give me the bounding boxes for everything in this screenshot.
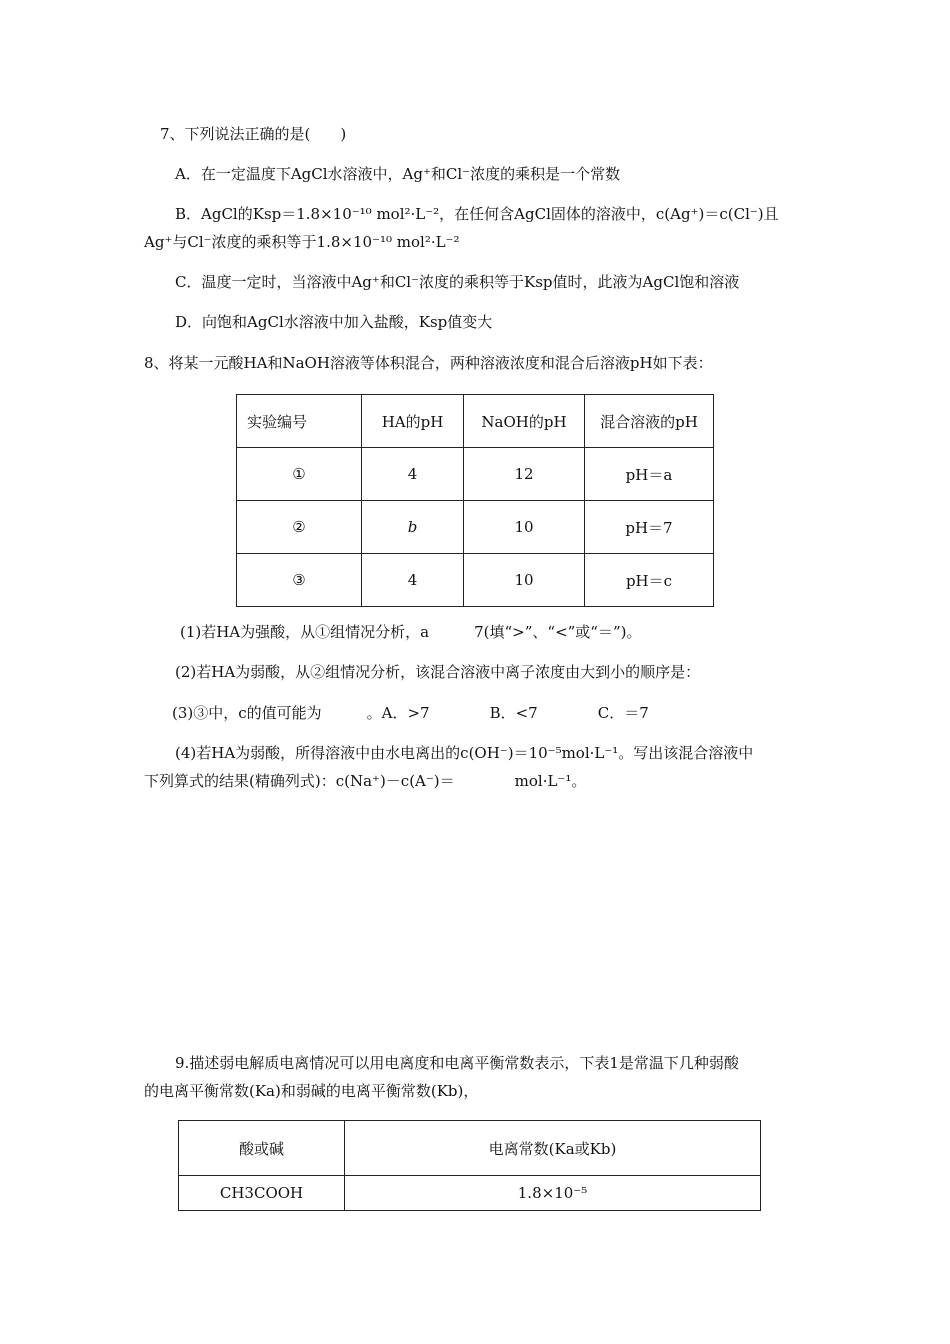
table-cell: 10 bbox=[464, 501, 585, 554]
table-header-row bbox=[179, 1121, 761, 1176]
header-cell: 实验编号 bbox=[237, 395, 362, 448]
q7-option-a: A．在一定温度下AgCl水溶液中，Ag⁺和Cl⁻浓度的乘积是一个常数 bbox=[175, 165, 621, 183]
table-cell: pH＝c bbox=[585, 554, 714, 607]
q8-stem: 8、将某一元酸HA和NaOH溶液等体积混合，两种溶液浓度和混合后溶液pH如下表： bbox=[144, 354, 713, 372]
table-cell: 4 bbox=[362, 554, 464, 607]
table-cell: ③ bbox=[237, 554, 362, 607]
q8-sub4-line1: (4)若HA为弱酸，所得溶液中由水电离出的c(OH⁻)＝10⁻⁵mol·L⁻¹。写出该混合溶液中 bbox=[175, 744, 754, 762]
table-cell: ② bbox=[237, 501, 362, 554]
q8-sub4-line2: 下列算式的结果(精确列式)：c(Na⁺)－c(A⁻)＝ mol·L⁻¹。 bbox=[144, 772, 587, 790]
q7-option-b-line1: B．AgCl的Ksp＝1.8×10⁻¹⁰ mol²·L⁻²，在任何含AgCl固体的溶液中，c(Ag⁺)＝c(Cl⁻)且 bbox=[175, 205, 779, 223]
table-row bbox=[237, 501, 714, 554]
q9-table bbox=[178, 1120, 761, 1211]
table-cell: 4 bbox=[362, 448, 464, 501]
table-header-row bbox=[237, 395, 714, 448]
table-cell: 12 bbox=[464, 448, 585, 501]
q8-sub1: (1)若HA为强酸，从①组情况分析，a 7(填“>”、“<”或“＝”)。 bbox=[180, 623, 642, 641]
table-row bbox=[237, 554, 714, 607]
table-cell: b bbox=[362, 501, 464, 554]
q8-sub2: (2)若HA为弱酸，从②组情况分析，该混合溶液中离子浓度由大到小的顺序是： bbox=[175, 663, 701, 681]
table-cell: pH＝a bbox=[585, 448, 714, 501]
table-cell: pH＝7 bbox=[585, 501, 714, 554]
table-row bbox=[237, 448, 714, 501]
table-row bbox=[179, 1176, 761, 1211]
header-cell: 混合溶液的pH bbox=[585, 395, 714, 448]
q7-option-c: C．温度一定时，当溶液中Ag⁺和Cl⁻浓度的乘积等于Ksp值时，此液为AgCl饱和溶液 bbox=[175, 273, 740, 291]
header-cell: 酸或碱 bbox=[179, 1121, 345, 1176]
header-cell: HA的pH bbox=[362, 395, 464, 448]
table-cell: ① bbox=[237, 448, 362, 501]
table-cell: 10 bbox=[464, 554, 585, 607]
q9-stem-line2: 的电离平衡常数(Ka)和弱碱的电离平衡常数(Kb)， bbox=[144, 1082, 479, 1100]
q8-table bbox=[236, 394, 714, 607]
table-cell: CH3COOH bbox=[179, 1176, 345, 1211]
header-cell: 电离常数(Ka或Kb) bbox=[345, 1121, 761, 1176]
q7-option-b-line2: Ag⁺与Cl⁻浓度的乘积等于1.8×10⁻¹⁰ mol²·L⁻² bbox=[144, 233, 460, 251]
table-cell: 1.8×10⁻⁵ bbox=[345, 1176, 761, 1211]
q7-stem: 7、下列说法正确的是( ) bbox=[160, 125, 347, 143]
q8-sub3: (3)③中，c的值可能为 。A．>7 B．<7 C．＝7 bbox=[172, 704, 649, 722]
q7-option-d: D．向饱和AgCl水溶液中加入盐酸，Ksp值变大 bbox=[175, 313, 493, 331]
header-cell: NaOH的pH bbox=[464, 395, 585, 448]
q9-stem-line1: 9.描述弱电解质电离情况可以用电离度和电离平衡常数表示，下表1是常温下几种弱酸 bbox=[175, 1054, 739, 1072]
